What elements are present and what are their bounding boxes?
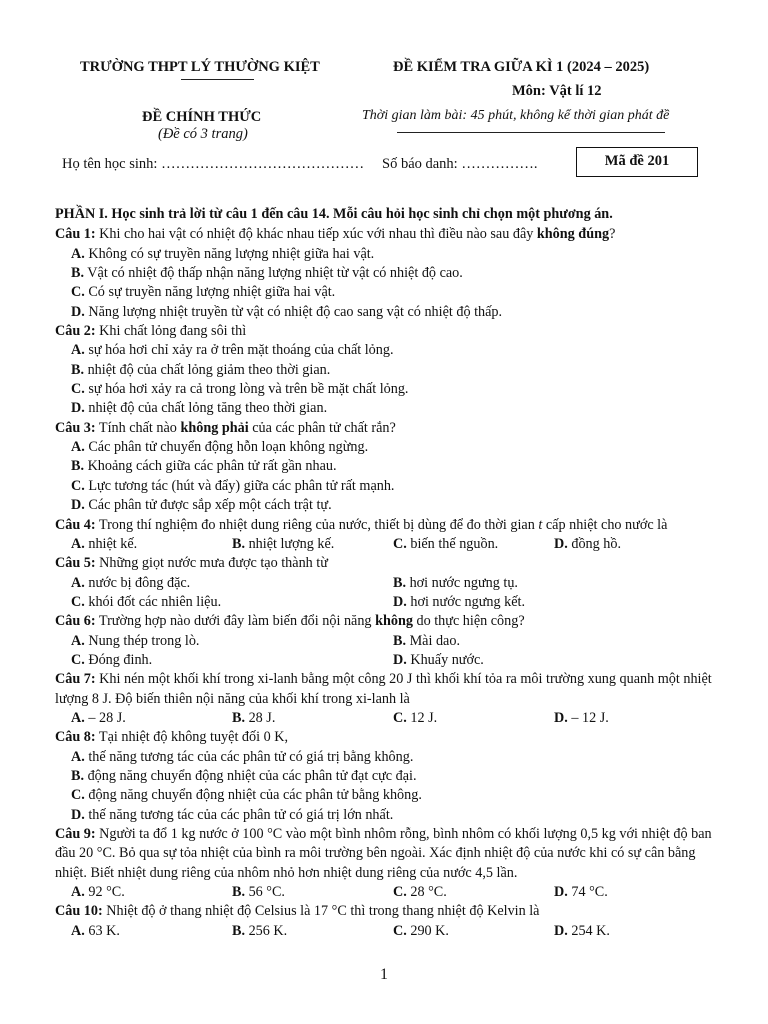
answer-option (71, 304, 502, 320)
option-label: A. (71, 574, 85, 591)
option-text: hơi nước ngưng tụ. (406, 574, 518, 591)
option-text: nhiệt độ của chất lỏng tăng theo thời gian. (84, 400, 328, 417)
option-text: sự hóa hơi chỉ xảy ra ở trên mặt thoáng của chất lỏng. (84, 342, 394, 359)
option-row (55, 283, 715, 302)
question-label: Câu 1: (55, 226, 96, 243)
question-text: Trường hợp nào dưới đây làm biến đổi nội năng (95, 613, 376, 630)
option-text: nhiệt độ của chất lỏng giảm theo thời gian. (84, 361, 331, 378)
answer-option (71, 362, 330, 378)
option-row (55, 806, 715, 825)
option-row (55, 922, 715, 941)
time-underline (397, 132, 665, 133)
answer-option (71, 749, 413, 765)
option-text: 56 °C. (245, 884, 285, 901)
question-stem (55, 419, 715, 438)
option-row (55, 341, 715, 360)
option-label: A. (71, 342, 85, 359)
option-label: C. (393, 884, 407, 901)
option-row (55, 264, 715, 283)
answer-option (232, 709, 393, 728)
exam-content (55, 205, 715, 941)
option-text: nhiệt lượng kế. (245, 535, 335, 552)
question-text: Khi cho hai vật có nhiệt độ khác nhau tiếp xúc với nhau thì điều nào sau đây (95, 226, 537, 243)
option-row (55, 593, 715, 612)
answer-option (71, 807, 393, 823)
answer-option (71, 400, 327, 416)
answer-option (71, 632, 393, 651)
question-label: Câu 3: (55, 419, 96, 436)
option-label: A. (71, 748, 85, 765)
option-label: C. (71, 381, 85, 398)
answer-option (232, 535, 393, 554)
option-row (55, 535, 715, 554)
answer-option (71, 284, 335, 300)
option-label: D. (393, 651, 407, 668)
option-label: B. (71, 361, 85, 378)
question-text: Những giọt nước mưa được tạo thành từ (95, 555, 328, 572)
option-row (55, 303, 715, 322)
option-text: 92 °C. (84, 884, 125, 901)
option-text: Khoảng cách giữa các phân tử rất gần nhau. (84, 458, 337, 475)
question-text-end: cấp nhiệt cho nước là (542, 516, 668, 533)
question-label: Câu 9: (55, 826, 96, 842)
question-stem (55, 516, 715, 535)
question-stem (55, 670, 715, 709)
option-label: C. (71, 787, 85, 804)
answer-option (393, 593, 715, 612)
answer-option (393, 651, 715, 670)
option-text: 28 °C. (406, 884, 447, 901)
answer-option (71, 651, 393, 670)
part1-title: PHẦN I. Học sinh trả lời từ câu 1 đến câu 14. Mỗi câu hỏi học sinh chỉ chọn một phương án. (55, 206, 613, 222)
option-label: B. (71, 458, 85, 475)
option-text: Không có sự truyền năng lượng nhiệt giữa hai vật. (84, 245, 375, 262)
answer-option (232, 883, 393, 902)
question-label: Câu 10: (55, 903, 103, 920)
option-row (55, 767, 715, 786)
answer-option (71, 574, 393, 593)
option-row (55, 245, 715, 264)
option-row (55, 399, 715, 418)
option-text: 74 °C. (567, 884, 608, 901)
option-label: B. (232, 709, 246, 726)
option-label: C. (393, 535, 407, 552)
answer-option (71, 883, 232, 902)
student-name-field: Họ tên học sinh: …………………………………… (62, 156, 365, 172)
option-label: A. (71, 709, 85, 726)
answer-option (393, 574, 715, 593)
option-label: D. (554, 922, 568, 939)
option-label: D. (554, 535, 568, 552)
option-text: 290 K. (406, 922, 449, 939)
exam-code-box: Mã đề 201 (576, 147, 698, 177)
option-text: Khuấy nước. (406, 651, 484, 668)
option-text: nhiệt kế. (84, 535, 138, 552)
option-label: D. (71, 303, 85, 320)
question-label: Câu 5: (55, 555, 96, 572)
option-text: Các phân tử được sắp xếp một cách trật tự. (84, 497, 332, 514)
option-text: – 28 J. (84, 709, 126, 726)
option-row (55, 786, 715, 805)
option-text: 28 J. (245, 709, 276, 726)
option-text: Vật có nhiệt độ thấp nhận năng lượng nhiệt từ vật có nhiệt độ cao. (84, 265, 463, 282)
answer-option (393, 632, 715, 651)
option-label: B. (232, 922, 246, 939)
question-text-end: của các phân tử chất rắn? (248, 419, 396, 436)
option-label: D. (71, 400, 85, 417)
option-label: D. (393, 593, 407, 610)
question-label: Câu 7: (55, 671, 96, 688)
option-text: 256 K. (245, 922, 288, 939)
question-list (55, 225, 715, 941)
answer-option (71, 709, 232, 728)
question-label: Câu 8: (55, 729, 96, 746)
question-text: Trong thí nghiệm đo nhiệt dung riêng của nước, thiết bị dùng để đo thời gian (95, 516, 539, 533)
option-label: C. (71, 284, 85, 301)
option-label: C. (71, 593, 85, 610)
option-row (55, 748, 715, 767)
page-number: 1 (380, 966, 388, 983)
option-text: sự hóa hơi xảy ra cả trong lòng và trên bề mặt chất lỏng. (84, 381, 409, 398)
option-text: khói đốt các nhiên liệu. (84, 593, 222, 610)
answer-option (554, 535, 715, 554)
option-row (55, 438, 715, 457)
question-stem (55, 225, 715, 244)
question-emphasis: không đúng (536, 226, 610, 243)
option-text: biến thế nguồn. (406, 535, 499, 552)
question-stem (55, 825, 715, 883)
option-label: C. (393, 922, 407, 939)
question-text-end: ? (609, 226, 616, 243)
answer-option (393, 883, 554, 902)
option-label: D. (71, 806, 85, 823)
option-label: A. (71, 922, 85, 939)
answer-option (554, 883, 715, 902)
question-stem (55, 322, 715, 341)
option-label: A. (71, 884, 85, 901)
option-text: hơi nước ngưng kết. (406, 593, 526, 610)
option-label: C. (71, 477, 85, 494)
option-row (55, 883, 715, 902)
option-text: động năng chuyển động nhiệt của các phân tử bằng không. (84, 787, 422, 804)
school-underline (181, 79, 254, 80)
school-name: TRƯỜNG THPT LÝ THƯỜNG KIỆT (80, 59, 320, 75)
answer-option (71, 593, 393, 612)
option-text: động năng chuyển động nhiệt của các phân tử đạt cực đại. (84, 767, 417, 784)
option-text: đồng hồ. (567, 535, 621, 552)
option-text: Năng lượng nhiệt truyền từ vật có nhiệt độ cao sang vật có nhiệt độ thấp. (84, 303, 503, 320)
option-label: B. (393, 632, 407, 649)
option-text: Đóng đinh. (84, 651, 153, 668)
option-text: Mài dao. (406, 632, 460, 649)
option-row (55, 477, 715, 496)
answer-option (71, 246, 374, 262)
option-label: D. (71, 497, 85, 514)
question-text: Người ta đổ 1 kg nước ở 100 °C vào một bình nhôm rỗng, bình nhôm có khối lượng 0,5 kg với nhiệt độ ban đầu 20 °C. Bỏ qua sự tỏa nhiệt của bình ra môi trường bên ngoài. Xác định nhiệt độ của nước khi có sự cân bằng nhiệt. Biết nhiệt dung riêng của nhôm nhỏ hơn nhiệt dung riêng của nước 4,5 lần. (55, 826, 712, 881)
question-text-end: do thực hiện công? (412, 613, 525, 630)
option-text: Nung thép trong lò. (84, 632, 200, 649)
answer-option (393, 535, 554, 554)
option-row (55, 574, 715, 593)
question-text: Tại nhiệt độ không tuyệt đối 0 K, (95, 729, 289, 746)
option-label: B. (232, 535, 246, 552)
question-text: Khi chất lỏng đang sôi thì (95, 323, 247, 340)
option-label: A. (71, 439, 85, 456)
option-label: D. (554, 709, 568, 726)
option-text: 254 K. (567, 922, 610, 939)
option-row (55, 496, 715, 515)
option-row (55, 457, 715, 476)
question-text: Nhiệt độ ở thang nhiệt độ Celsius là 17 °C thì trong thang nhiệt độ Kelvin là (102, 903, 540, 920)
option-label: B. (71, 265, 85, 282)
option-text: Các phân tử chuyển động hỗn loạn không ngừng. (84, 439, 369, 456)
student-id-field: Số báo danh: ……………. (382, 156, 538, 172)
answer-option (393, 709, 554, 728)
option-label: A. (71, 245, 85, 262)
option-label: A. (71, 632, 85, 649)
question-label: Câu 2: (55, 323, 96, 340)
option-label: C. (393, 709, 407, 726)
option-text: – 12 J. (567, 709, 609, 726)
question-emphasis: không phải (180, 419, 249, 436)
answer-option (71, 439, 368, 455)
answer-option (71, 497, 332, 513)
option-row (55, 380, 715, 399)
option-text: Có sự truyền năng lượng nhiệt giữa hai vật. (84, 284, 336, 301)
answer-option (71, 535, 232, 554)
question-label: Câu 4: (55, 516, 96, 533)
option-text: thế năng tương tác của các phân tử có giá trị lớn nhất. (84, 806, 394, 823)
option-row (55, 361, 715, 380)
question-text: Khi nén một khối khí trong xi-lanh bằng một công 20 J thì khối khí tỏa ra môi trường xung quanh một nhiệt lượng 8 J. Độ biến thiên nội năng của khối khí trong xi-lanh là (55, 671, 712, 707)
option-label: D. (554, 884, 568, 901)
option-label: C. (71, 651, 85, 668)
pages-note: (Đề có 3 trang) (158, 126, 248, 142)
question-stem (55, 554, 715, 573)
question-variable: t (538, 516, 543, 533)
option-row (55, 651, 715, 670)
answer-option (71, 265, 463, 281)
option-row (55, 632, 715, 651)
answer-option (393, 922, 554, 941)
option-text: 12 J. (406, 709, 438, 726)
option-text: nước bị đông đặc. (84, 574, 191, 591)
answer-option (71, 381, 408, 397)
answer-option (71, 478, 394, 494)
option-label: B. (232, 884, 246, 901)
answer-option (71, 342, 394, 358)
option-row (55, 709, 715, 728)
answer-option (232, 922, 393, 941)
option-label: A. (71, 535, 85, 552)
question-stem (55, 612, 715, 631)
option-text: Lực tương tác (hút và đẩy) giữa các phân tử rất mạnh. (84, 477, 395, 494)
answer-option (71, 458, 337, 474)
answer-option (71, 787, 422, 803)
question-emphasis: không (375, 613, 413, 630)
question-label: Câu 6: (55, 613, 96, 630)
question-stem (55, 902, 715, 921)
option-label: B. (393, 574, 407, 591)
answer-option (554, 922, 715, 941)
exam-title: ĐỀ KIỂM TRA GIỮA KÌ 1 (2024 – 2025) (393, 59, 650, 75)
option-label: B. (71, 767, 85, 784)
option-text: thế năng tương tác của các phân tử có giá trị bằng không. (84, 748, 414, 765)
question-text: Tính chất nào (95, 419, 181, 436)
subject: Môn: Vật lí 12 (512, 83, 602, 99)
official-label: ĐỀ CHÍNH THỨC (142, 109, 262, 125)
time-note: Thời gian làm bài: 45 phút, không kể thời gian phát đề (362, 108, 670, 123)
answer-option (71, 768, 417, 784)
answer-option (71, 922, 232, 941)
option-text: 63 K. (84, 922, 120, 939)
answer-option (554, 709, 715, 728)
question-stem (55, 728, 715, 747)
